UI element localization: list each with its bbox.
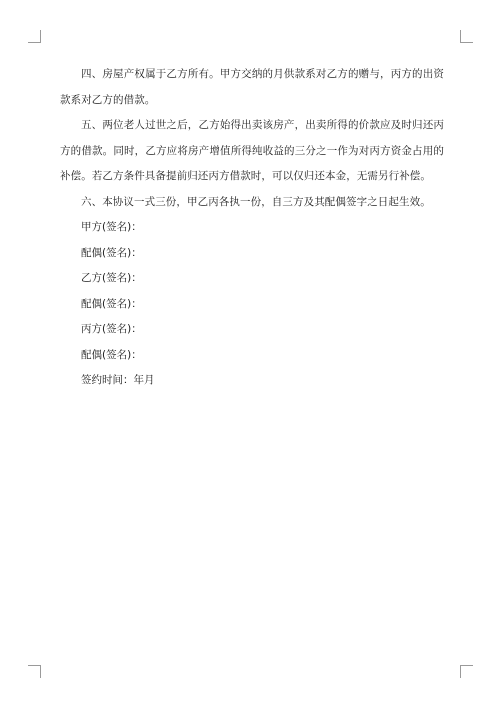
signature-spouse-b: 配偶(签名)： — [81, 297, 142, 310]
clause-six: 六、本协议一式三份，甲乙丙各执一份，自三方及其配偶签字之日起生效。 — [81, 195, 431, 208]
signing-date: 签约时间：年月 — [81, 374, 155, 386]
document-body — [60, 62, 444, 394]
clause-five: 五、两位老人过世之后，乙方始得出卖该房产，出卖所得的价款应及时归还丙方的借款。同时，乙方应将房产增值所得纯收益的三分之一作为对丙方资金占用的补偿。若乙方条件具备提前归还丙方借款时，可以仅归还本金，无需另行补偿。 — [60, 119, 444, 182]
crop-mark-bottom-right — [460, 665, 473, 678]
clause-four: 四、房屋产权属于乙方所有。甲方交纳的月供款系对乙方的赠与，丙方的出资款系对乙方的借款。 — [60, 68, 444, 106]
crop-mark-top-right — [460, 30, 473, 43]
signature-spouse-c: 配偶(签名)： — [81, 348, 142, 361]
crop-mark-bottom-left — [28, 665, 41, 678]
signature-party-b: 乙方(签名)： — [81, 272, 142, 284]
signature-party-c: 丙方(签名)： — [81, 323, 142, 335]
signature-spouse-a: 配偶(签名)： — [81, 246, 142, 259]
crop-mark-top-left — [28, 30, 41, 43]
signature-party-a: 甲方(签名)： — [81, 221, 142, 233]
